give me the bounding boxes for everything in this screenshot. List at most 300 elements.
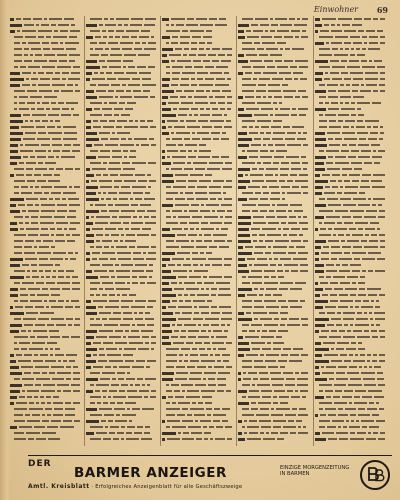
text-stroke xyxy=(375,306,380,308)
text-stroke xyxy=(189,222,199,224)
text-stroke xyxy=(238,252,252,255)
text-stroke xyxy=(344,324,348,326)
text-stroke xyxy=(14,240,23,242)
text-stroke xyxy=(278,276,284,278)
text-stroke xyxy=(57,210,67,212)
text-stroke xyxy=(350,54,355,56)
text-stroke xyxy=(261,426,271,428)
text-stroke xyxy=(238,96,243,99)
text-stroke xyxy=(242,48,255,50)
text-stroke xyxy=(219,246,229,248)
text-stroke xyxy=(44,96,57,98)
text-stroke xyxy=(103,174,108,176)
text-stroke xyxy=(319,126,327,128)
text-stroke xyxy=(243,372,246,374)
text-stroke xyxy=(238,354,244,357)
text-stroke xyxy=(264,300,276,302)
text-stroke xyxy=(48,150,51,152)
text-stroke xyxy=(214,126,222,128)
text-stroke xyxy=(328,228,332,230)
text-stroke xyxy=(209,186,221,188)
text-stroke xyxy=(135,174,145,176)
text-stroke xyxy=(331,348,334,350)
text-stroke xyxy=(290,66,297,68)
text-stroke xyxy=(179,108,189,110)
text-stroke xyxy=(315,264,324,267)
text-stroke xyxy=(292,48,304,50)
ad-prefix: DER xyxy=(28,459,52,469)
text-stroke xyxy=(272,78,283,80)
text-stroke xyxy=(102,318,107,320)
text-stroke xyxy=(119,366,130,368)
text-stroke xyxy=(292,186,299,188)
text-stroke xyxy=(197,72,208,74)
text-stroke xyxy=(32,414,40,416)
text-stroke xyxy=(126,30,139,32)
text-stroke xyxy=(43,240,53,242)
text-stroke xyxy=(288,420,294,422)
text-stroke xyxy=(50,120,53,122)
text-stroke xyxy=(101,420,106,422)
text-stroke xyxy=(187,18,194,20)
text-stroke xyxy=(315,396,324,399)
text-stroke xyxy=(90,372,100,374)
text-stroke xyxy=(24,372,31,374)
text-stroke xyxy=(255,192,261,194)
text-stroke xyxy=(138,54,150,56)
text-stroke xyxy=(315,30,318,33)
text-stroke xyxy=(39,258,48,260)
text-stroke xyxy=(35,384,41,386)
text-stroke xyxy=(21,348,27,350)
text-stroke xyxy=(367,354,371,356)
text-stroke xyxy=(178,114,187,116)
text-stroke xyxy=(205,318,219,320)
text-stroke xyxy=(72,288,80,290)
text-stroke xyxy=(322,294,328,296)
text-stroke xyxy=(178,306,192,308)
text-stroke xyxy=(69,360,75,362)
text-stroke xyxy=(204,342,210,344)
text-stroke xyxy=(86,276,98,279)
text-stroke xyxy=(62,288,70,290)
text-stroke xyxy=(303,192,308,194)
text-stroke xyxy=(250,174,263,176)
text-stroke xyxy=(86,72,92,75)
text-stroke xyxy=(90,282,100,284)
text-stroke xyxy=(90,54,99,56)
text-stroke xyxy=(188,426,201,428)
text-stroke xyxy=(238,180,250,183)
text-stroke xyxy=(364,246,378,248)
text-stroke xyxy=(242,78,251,80)
text-stroke xyxy=(35,324,45,326)
text-stroke xyxy=(186,342,193,344)
text-stroke xyxy=(117,276,130,278)
text-stroke xyxy=(108,42,118,44)
text-stroke xyxy=(326,276,331,278)
text-stroke xyxy=(374,60,382,62)
text-stroke xyxy=(238,420,242,423)
text-stroke xyxy=(57,384,69,386)
text-stroke xyxy=(336,348,344,350)
text-stroke xyxy=(259,294,263,296)
text-stroke xyxy=(274,36,282,38)
text-stroke xyxy=(162,84,169,87)
text-stroke xyxy=(206,204,219,206)
text-stroke xyxy=(10,114,21,117)
text-stroke xyxy=(19,342,30,344)
text-stroke xyxy=(56,156,59,158)
text-stroke xyxy=(162,150,165,153)
text-stroke xyxy=(211,312,220,314)
text-stroke xyxy=(166,354,177,356)
text-stroke xyxy=(125,240,136,242)
text-stroke xyxy=(145,312,150,314)
text-stroke xyxy=(181,330,186,332)
text-stroke xyxy=(127,408,130,410)
text-stroke xyxy=(324,222,335,224)
text-stroke xyxy=(49,372,55,374)
text-stroke xyxy=(352,252,366,254)
text-stroke xyxy=(329,126,341,128)
text-stroke xyxy=(20,66,26,68)
text-stroke xyxy=(134,138,147,140)
text-stroke xyxy=(177,234,186,236)
text-stroke xyxy=(65,402,71,404)
text-stroke xyxy=(10,150,18,153)
text-stroke xyxy=(86,366,91,369)
text-stroke xyxy=(111,84,120,86)
text-stroke xyxy=(96,336,107,338)
text-stroke xyxy=(341,72,348,74)
text-stroke xyxy=(65,306,73,308)
text-stroke xyxy=(238,270,249,273)
text-stroke xyxy=(320,414,326,416)
text-stroke xyxy=(86,234,94,237)
text-stroke xyxy=(352,234,363,236)
text-stroke xyxy=(123,312,132,314)
text-stroke xyxy=(178,432,181,434)
text-stroke xyxy=(167,156,170,158)
text-stroke xyxy=(284,96,293,98)
text-stroke xyxy=(380,18,385,20)
text-stroke xyxy=(162,270,171,273)
text-stroke xyxy=(122,162,130,164)
text-stroke xyxy=(319,408,323,410)
text-stroke xyxy=(185,66,192,68)
text-stroke xyxy=(151,342,156,344)
text-stroke xyxy=(263,138,270,140)
text-stroke xyxy=(99,24,103,26)
text-stroke xyxy=(38,84,50,86)
text-stroke xyxy=(99,288,103,290)
text-stroke xyxy=(24,60,32,62)
text-stroke xyxy=(123,66,126,68)
text-stroke xyxy=(51,24,56,26)
text-stroke xyxy=(345,102,349,104)
text-stroke xyxy=(93,342,101,344)
text-stroke xyxy=(375,318,385,320)
text-stroke xyxy=(238,432,242,435)
text-stroke xyxy=(90,438,101,440)
text-stroke xyxy=(149,264,153,266)
text-stroke xyxy=(197,282,202,284)
text-stroke xyxy=(117,372,125,374)
text-stroke xyxy=(69,210,76,212)
text-stroke xyxy=(24,24,34,26)
text-stroke xyxy=(227,240,232,242)
text-stroke xyxy=(263,144,266,146)
text-stroke xyxy=(99,330,113,332)
text-stroke xyxy=(201,204,204,206)
text-stroke xyxy=(57,282,70,284)
text-stroke xyxy=(55,72,60,74)
text-stroke xyxy=(258,204,270,206)
text-stroke xyxy=(380,240,385,242)
text-stroke xyxy=(204,216,218,218)
text-stroke xyxy=(319,336,327,338)
text-stroke xyxy=(124,156,127,158)
text-stroke xyxy=(301,318,308,320)
text-stroke xyxy=(41,204,55,206)
text-stroke xyxy=(119,192,131,194)
text-stroke xyxy=(327,426,336,428)
text-stroke xyxy=(53,150,60,152)
text-stroke xyxy=(169,54,181,56)
text-stroke xyxy=(126,234,135,236)
text-stroke xyxy=(115,330,123,332)
text-stroke xyxy=(338,306,348,308)
text-stroke xyxy=(168,102,179,104)
text-stroke xyxy=(242,276,246,278)
text-stroke xyxy=(102,252,115,254)
text-stroke xyxy=(99,312,111,314)
text-stroke xyxy=(280,258,291,260)
text-stroke xyxy=(53,252,66,254)
text-stroke xyxy=(188,330,199,332)
text-stroke xyxy=(290,354,299,356)
text-stroke xyxy=(249,390,259,392)
text-stroke xyxy=(302,228,308,230)
text-stroke xyxy=(265,30,268,32)
text-stroke xyxy=(178,294,182,296)
text-stroke xyxy=(264,276,269,278)
text-stroke xyxy=(49,300,56,302)
text-stroke xyxy=(119,102,125,104)
text-stroke xyxy=(260,354,264,356)
text-stroke xyxy=(129,294,136,296)
text-stroke xyxy=(37,138,50,140)
text-stroke xyxy=(213,234,227,236)
text-stroke xyxy=(330,60,339,62)
text-stroke xyxy=(242,18,253,20)
text-stroke xyxy=(281,162,289,164)
text-stroke xyxy=(147,324,154,326)
text-stroke xyxy=(21,192,32,194)
text-stroke xyxy=(216,282,230,284)
text-stroke xyxy=(283,126,290,128)
text-stroke xyxy=(376,420,385,422)
column-rule xyxy=(84,16,85,446)
text-stroke xyxy=(263,162,271,164)
text-stroke xyxy=(339,270,350,272)
text-stroke xyxy=(355,390,366,392)
text-stroke xyxy=(40,198,47,200)
text-stroke xyxy=(114,180,122,182)
text-stroke xyxy=(257,162,261,164)
text-stroke xyxy=(354,258,360,260)
text-stroke xyxy=(103,396,106,398)
text-stroke xyxy=(361,150,371,152)
text-stroke xyxy=(259,372,268,374)
text-stroke xyxy=(175,378,187,380)
text-stroke xyxy=(92,228,103,230)
text-stroke xyxy=(45,348,48,350)
text-stroke xyxy=(210,198,216,200)
text-stroke xyxy=(41,144,50,146)
text-stroke xyxy=(336,378,348,380)
text-stroke xyxy=(162,318,176,321)
text-stroke xyxy=(289,360,302,362)
text-stroke xyxy=(56,222,68,224)
text-stroke xyxy=(150,396,156,398)
text-stroke xyxy=(112,150,121,152)
text-stroke xyxy=(339,330,345,332)
text-stroke xyxy=(326,270,337,272)
text-stroke xyxy=(52,84,65,86)
text-stroke xyxy=(369,426,379,428)
text-stroke xyxy=(352,180,359,182)
text-stroke xyxy=(251,228,260,230)
text-stroke xyxy=(207,300,212,302)
text-stroke xyxy=(280,402,288,404)
text-stroke xyxy=(86,174,94,177)
text-stroke xyxy=(184,210,187,212)
text-stroke xyxy=(358,408,365,410)
text-stroke xyxy=(212,60,219,62)
text-stroke xyxy=(325,102,329,104)
text-stroke xyxy=(110,174,118,176)
text-stroke xyxy=(92,78,105,80)
text-stroke xyxy=(362,48,366,50)
text-stroke xyxy=(142,384,145,386)
text-stroke xyxy=(315,24,322,27)
text-stroke xyxy=(315,372,320,375)
text-stroke xyxy=(315,108,326,111)
text-stroke xyxy=(285,48,290,50)
text-stroke xyxy=(270,264,276,266)
text-stroke xyxy=(162,54,167,57)
text-stroke xyxy=(315,354,322,357)
text-stroke xyxy=(180,36,190,38)
text-stroke xyxy=(204,372,216,374)
text-stroke xyxy=(68,78,80,80)
text-stroke xyxy=(213,330,222,332)
text-stroke xyxy=(327,132,340,134)
text-stroke xyxy=(357,102,370,104)
text-stroke xyxy=(374,162,380,164)
text-stroke xyxy=(184,228,188,230)
text-stroke xyxy=(249,132,258,134)
text-stroke xyxy=(336,324,342,326)
text-stroke xyxy=(284,36,293,38)
text-stroke xyxy=(267,342,271,344)
text-stroke xyxy=(86,336,94,339)
text-stroke xyxy=(117,120,127,122)
text-stroke xyxy=(127,282,130,284)
text-stroke xyxy=(204,282,214,284)
text-stroke xyxy=(372,204,376,206)
text-stroke xyxy=(195,342,202,344)
text-stroke xyxy=(280,174,288,176)
text-stroke xyxy=(141,144,149,146)
text-stroke xyxy=(344,138,357,140)
text-stroke xyxy=(60,426,74,428)
text-stroke xyxy=(367,288,381,290)
text-stroke xyxy=(319,402,332,404)
text-stroke xyxy=(14,54,22,56)
text-stroke xyxy=(191,48,197,50)
text-stroke xyxy=(336,432,348,434)
text-stroke xyxy=(358,414,370,416)
text-stroke xyxy=(273,396,277,398)
text-stroke xyxy=(268,222,279,224)
text-stroke xyxy=(242,306,252,308)
text-stroke xyxy=(140,282,145,284)
text-stroke xyxy=(246,30,251,32)
text-stroke xyxy=(108,90,114,92)
text-stroke xyxy=(212,108,218,110)
text-stroke xyxy=(69,204,80,206)
text-stroke xyxy=(27,420,40,422)
text-stroke xyxy=(283,426,296,428)
text-stroke xyxy=(177,414,185,416)
text-stroke xyxy=(315,270,324,273)
text-stroke xyxy=(340,48,343,50)
text-stroke xyxy=(52,276,56,278)
text-stroke xyxy=(51,102,56,104)
text-stroke xyxy=(191,204,199,206)
text-stroke xyxy=(331,330,337,332)
text-stroke xyxy=(86,180,89,183)
text-stroke xyxy=(65,408,75,410)
text-stroke xyxy=(245,96,254,98)
text-stroke xyxy=(72,234,80,236)
text-stroke xyxy=(280,168,289,170)
text-stroke xyxy=(328,108,339,110)
text-stroke xyxy=(187,198,194,200)
text-stroke xyxy=(131,18,143,20)
text-stroke xyxy=(294,78,298,80)
text-stroke xyxy=(351,48,354,50)
text-stroke xyxy=(149,180,156,182)
text-stroke xyxy=(365,120,379,122)
text-stroke xyxy=(374,366,381,368)
text-stroke xyxy=(66,300,69,302)
text-stroke xyxy=(112,132,115,134)
text-stroke xyxy=(123,150,128,152)
text-stroke xyxy=(162,174,173,177)
text-stroke xyxy=(330,294,337,296)
text-stroke xyxy=(340,102,343,104)
text-stroke xyxy=(342,132,355,134)
text-stroke xyxy=(325,114,336,116)
text-stroke xyxy=(44,300,47,302)
text-stroke xyxy=(315,438,326,441)
text-stroke xyxy=(175,396,184,398)
text-stroke xyxy=(162,18,169,21)
